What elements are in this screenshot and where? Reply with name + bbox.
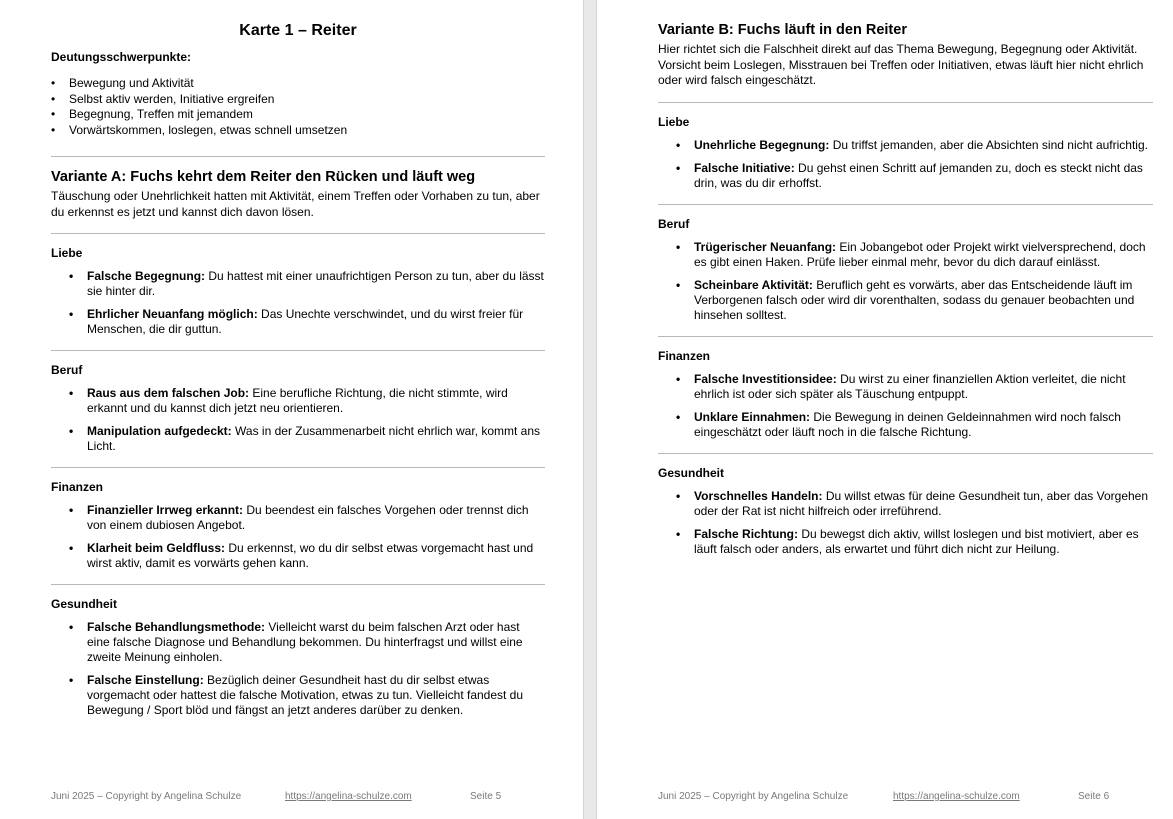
footer-page-number: Seite 6 (1078, 791, 1110, 802)
list-item (87, 541, 545, 571)
item-text: Du gehst einen Schritt auf jemanden zu, doch es steckt nicht das drin, was du dir erhoffst. (694, 160, 1143, 190)
section-list-finanzen (51, 503, 545, 571)
section-title-liebe: Liebe (658, 114, 690, 129)
list-item (87, 424, 545, 454)
list-item: • Begegnung, Treffen mit jemandem (69, 107, 545, 123)
list-item (694, 372, 1153, 402)
list-item (694, 278, 1153, 323)
item-label: Falsche Initiative: (694, 160, 795, 175)
item-text: Du willst etwas für deine Gesundheit tun, aber das Vorgehen oder der Rat ist nicht hilfreich oder irreführend. (694, 488, 1149, 518)
item-label: Unehrliche Begegnung: (694, 137, 830, 152)
divider (658, 453, 1153, 454)
item-label: Manipulation aufgedeckt: (87, 424, 232, 438)
footer-copyright: Juni 2025 – Copyright by Angelina Schulze (658, 791, 849, 802)
item-label: Falsche Einstellung: (87, 673, 204, 687)
footer-link[interactable]: https://angelina-schulze.com (285, 791, 412, 802)
page-gutter (583, 0, 597, 819)
section-title-gesundheit: Gesundheit (51, 597, 118, 611)
document-page-5 (0, 0, 583, 819)
item-text: Du bewegst dich aktiv, willst loslegen und bist motiviert, aber es läuft falsch oder anders, als erwartet und führt dich nicht zur Heilung. (694, 526, 1139, 556)
item-text: Vielleicht warst du beim falschen Arzt oder hast eine falsche Diagnose und Behandlung bekommen. Du hinterfragst und willst eine zweite Meinung einholen. (87, 620, 523, 664)
divider (51, 350, 545, 351)
focus-list (51, 76, 545, 138)
section-list-gesundheit (51, 620, 545, 718)
section-list-finanzen (658, 372, 1153, 440)
footer-page-number: Seite 5 (470, 791, 502, 802)
item-label: Finanzieller Irrweg erkannt: (87, 503, 244, 517)
item-label: Unklare Einnahmen: (694, 409, 811, 424)
item-label: Klarheit beim Geldfluss: (87, 541, 226, 555)
footer-copyright: Juni 2025 – Copyright by Angelina Schulze (51, 791, 242, 802)
variant-a-title: Variante A: Fuchs kehrt dem Reiter den Rücken und läuft weg (51, 169, 476, 185)
item-text: Ein Jobangebot oder Projekt wirkt vielversprechend, doch es gibt einen Haken. Prüfe lieber einmal mehr, bevor du dich darauf einlässt. (694, 239, 1146, 269)
item-text: Du hattest mit einer unaufrichtigen Person zu tun, aber du lässt sie hinter dir. (87, 269, 544, 298)
section-list-liebe (51, 269, 545, 337)
item-text: Du triffst jemanden, aber die Absichten sind nicht aufrichtig. (832, 137, 1148, 152)
item-text: Du erkennst, wo du dir selbst etwas vorgemacht hast und wirst aktiv, damit es vorwärts gehen kann. (87, 541, 534, 570)
divider (51, 467, 545, 468)
list-item (694, 138, 1153, 153)
variant-b-description: Hier richtet sich die Falschheit direkt auf das Thema Bewegung, Begegnung oder Aktivität. Vorsicht beim Loslegen, Misstrauen bei Treffen oder Initiativen, etwas läuft hier nicht ehrlich oder wird falsch eingeschätzt. (658, 42, 1144, 87)
section-list-beruf (658, 240, 1153, 323)
item-label: Scheinbare Aktivität: (694, 277, 813, 292)
item-label: Vorschnelles Handeln: (694, 488, 823, 503)
variant-a-description: Täuschung oder Unehrlichkeit hatten mit Aktivität, einem Treffen oder Vorhaben zu tun, aber du erkennst es jetzt und kannst dich davon lösen. (51, 189, 540, 219)
divider (51, 233, 545, 234)
item-text: Das Unechte verschwindet, und du wirst freier für Menschen, die dir guttun. (87, 307, 524, 336)
item-label: Falsche Investitionsidee: (694, 371, 837, 386)
divider (51, 156, 545, 157)
list-item (694, 410, 1153, 440)
divider (658, 102, 1153, 103)
footer-link[interactable]: https://angelina-schulze.com (893, 791, 1020, 802)
item-text: Du beendest ein falsches Vorgehen oder trennst dich von einem dubiosen Angebot. (87, 503, 529, 532)
divider (658, 336, 1153, 337)
list-item (87, 503, 545, 533)
section-title-gesundheit: Gesundheit (658, 465, 725, 480)
divider (51, 584, 545, 585)
item-text: Eine berufliche Richtung, die nicht stimmte, wird erkannt und du kannst dich jetzt neu orientieren. (87, 386, 508, 415)
section-title-beruf: Beruf (51, 363, 83, 377)
section-title-finanzen: Finanzen (51, 480, 104, 494)
item-label: Falsche Richtung: (694, 526, 799, 541)
item-text: Beruflich geht es vorwärts, aber das Entscheidende läuft im Verborgenen falsch oder wird dir vorenthalten, sodass du genauer beobachten und hinsehen solltest. (694, 277, 1135, 322)
list-item (87, 269, 545, 299)
focus-heading: Deutungsschwerpunkte: (51, 50, 192, 64)
list-item: • Selbst aktiv werden, Initiative ergreifen (69, 92, 545, 108)
list-item (87, 386, 545, 416)
item-text: Bezüglich deiner Gesundheit hast du dir selbst etwas vorgemacht oder hattest die falsche Motivation, etwas zu tun. Vielleicht fandest du Bewegung / Sport blöd und fängst an jetzt anderes darüber zu denken. (87, 673, 524, 717)
card-title: Karte 1 – Reiter (239, 22, 357, 39)
item-text: Die Bewegung in deinen Geldeinnahmen wird noch falsch eingeschätzt oder läuft noch in die falsche Richtung. (694, 409, 1121, 439)
list-item (694, 240, 1153, 270)
item-label: Ehrlicher Neuanfang möglich: (87, 307, 258, 321)
item-label: Falsche Begegnung: (87, 269, 206, 283)
list-item (694, 527, 1153, 557)
item-text: Du wirst zu einer finanziellen Aktion verleitet, die nicht ehrlich ist oder sich später als Täuschung entpuppt. (694, 371, 1126, 401)
list-item (87, 673, 545, 718)
section-list-gesundheit (658, 489, 1153, 557)
section-list-beruf (51, 386, 545, 454)
document-page-6 (597, 0, 1173, 819)
list-item (694, 489, 1153, 519)
item-label: Trügerischer Neuanfang: (694, 239, 837, 254)
variant-b-title: Variante B: Fuchs läuft in den Reiter (658, 22, 907, 38)
list-item (694, 161, 1153, 191)
item-label: Raus aus dem falschen Job: (87, 386, 250, 400)
section-title-liebe: Liebe (51, 246, 83, 260)
divider (658, 204, 1153, 205)
list-item (87, 307, 545, 337)
list-item (87, 620, 545, 665)
section-title-finanzen: Finanzen (658, 348, 711, 363)
item-text: Was in der Zusammenarbeit nicht ehrlich war, kommt ans Licht. (87, 424, 541, 453)
item-label: Falsche Behandlungsmethode: (87, 620, 266, 634)
section-title-beruf: Beruf (658, 216, 690, 231)
list-item: • Bewegung und Aktivität (69, 76, 545, 92)
list-item: • Vorwärtskommen, loslegen, etwas schnell umsetzen (69, 123, 545, 139)
section-list-liebe (658, 138, 1153, 191)
